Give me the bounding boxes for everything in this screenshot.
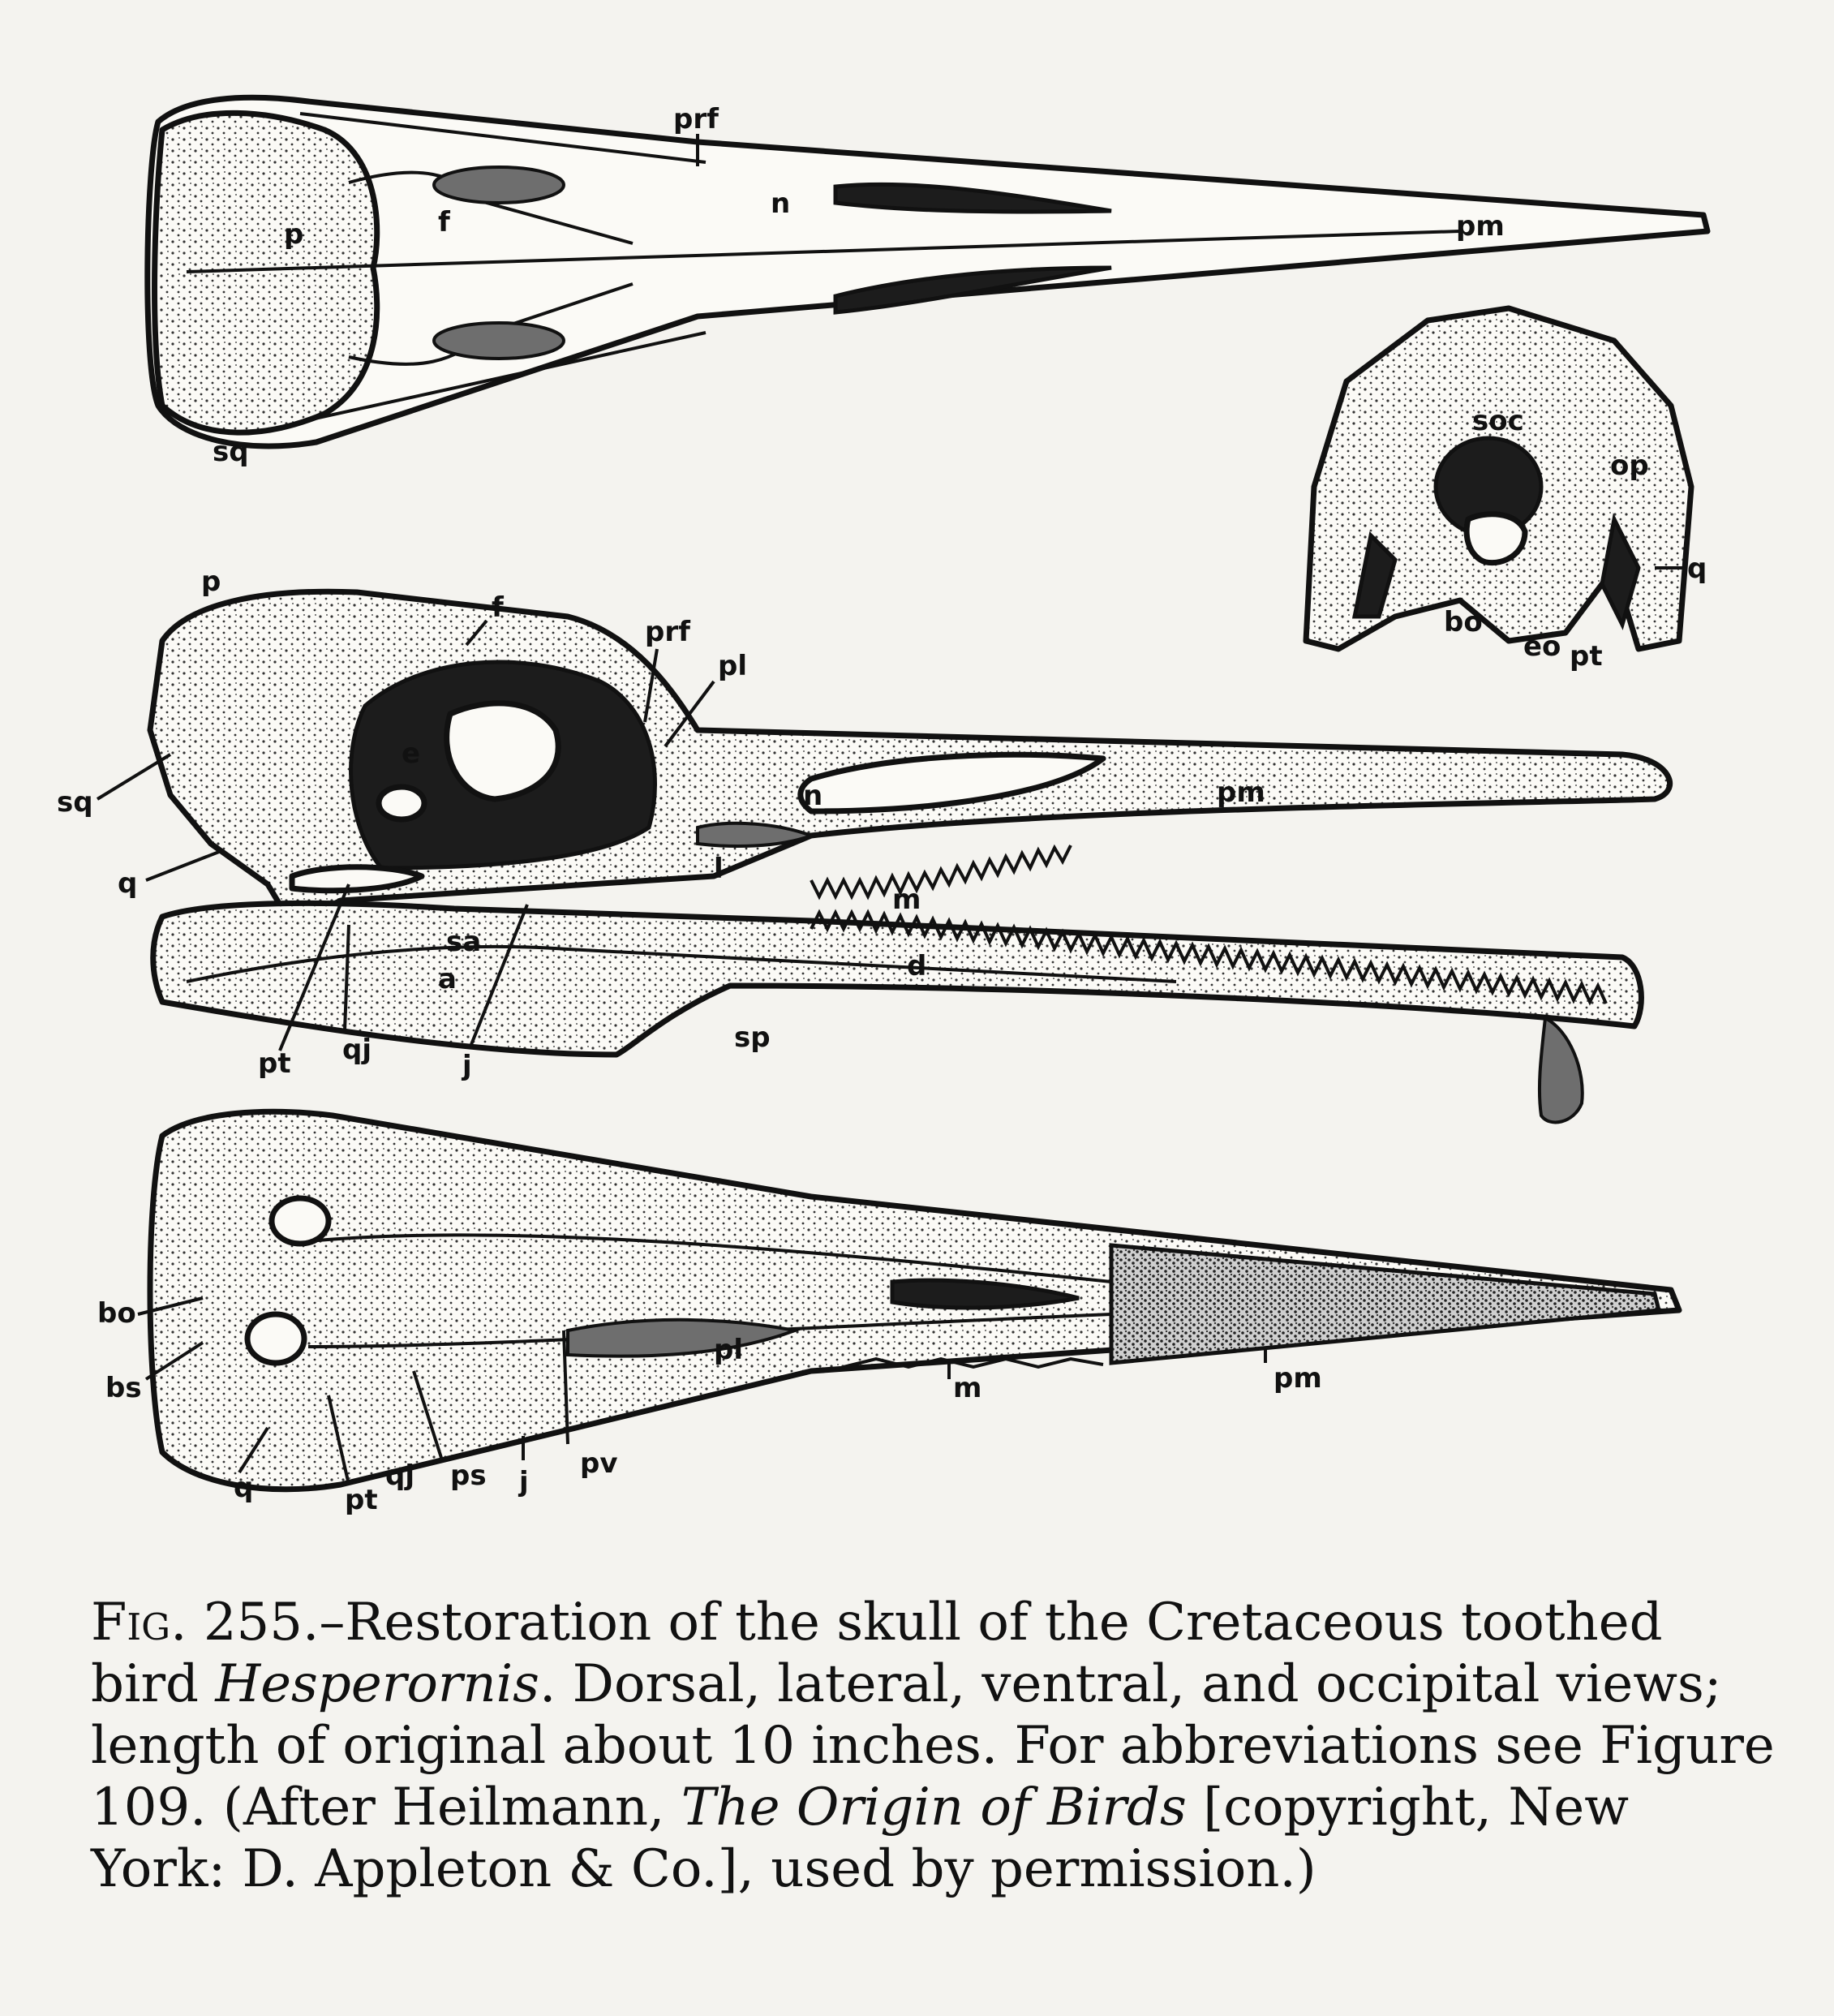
caption-line-2 — [91, 1653, 1729, 1715]
label-ventral-pt: pt — [345, 1484, 378, 1516]
label-occipital-pt: pt — [1570, 640, 1603, 673]
label-occipital-q: q — [1687, 552, 1707, 585]
label-ventral-bs: bs — [105, 1372, 142, 1404]
label-occipital-op: op — [1610, 449, 1649, 482]
figure-caption — [91, 1592, 1775, 1900]
label-lateral-qj: qj — [342, 1034, 372, 1066]
label-ventral-ps: ps — [450, 1459, 487, 1492]
label-ventral-m: m — [953, 1372, 982, 1404]
label-lateral-sq: sq — [57, 786, 93, 819]
label-lateral-sp: sp — [734, 1021, 771, 1054]
label-lateral-p: p — [201, 565, 221, 598]
lateral-view — [57, 565, 1670, 1122]
label-lateral-prf: prf — [645, 616, 690, 648]
caption-line-1-text: –Restoration of the skull of the Cretaceous toothed — [319, 1593, 1663, 1653]
label-lateral-n: n — [803, 780, 823, 812]
label-ventral-bo: bo — [97, 1297, 136, 1330]
label-lateral-l: l — [714, 853, 724, 885]
label-lateral-e: e — [402, 737, 421, 770]
label-lateral-pl: pl — [718, 650, 747, 682]
label-lateral-m: m — [892, 883, 921, 916]
label-ventral-pm: pm — [1273, 1362, 1322, 1395]
caption-line-4 — [91, 1777, 1729, 1838]
label-lateral-d: d — [907, 950, 927, 982]
caption-figure-number: Fig. 255. — [91, 1593, 320, 1653]
label-ventral-pl: pl — [714, 1334, 743, 1366]
caption-genus-name: Hesperornis — [215, 1654, 539, 1714]
caption-line-4-b: [copyright, New — [1186, 1777, 1629, 1838]
label-dorsal-pm: pm — [1456, 210, 1505, 243]
label-occipital-soc: soc — [1472, 405, 1524, 437]
occipital-view — [1306, 308, 1707, 673]
label-lateral-pm: pm — [1217, 776, 1265, 809]
caption-line-2-a: bird — [91, 1654, 216, 1714]
label-dorsal-n: n — [771, 187, 791, 220]
caption-line-3: length of original about 10 inches. For abbreviations see Figure — [91, 1716, 1775, 1776]
label-dorsal-f: f — [438, 206, 450, 239]
label-lateral-sa: sa — [446, 926, 482, 958]
label-ventral-pv: pv — [580, 1447, 618, 1480]
caption-book-title: The Origin of Birds — [681, 1777, 1187, 1838]
caption-line-1 — [91, 1592, 1729, 1653]
label-lateral-pt: pt — [258, 1047, 291, 1080]
label-ventral-q: q — [234, 1472, 254, 1504]
caption-line-4-a: 109. (After Heilmann, — [91, 1777, 681, 1838]
label-dorsal-sq: sq — [213, 436, 249, 468]
label-dorsal-prf: prf — [673, 103, 719, 135]
label-lateral-j: j — [462, 1050, 472, 1082]
label-lateral-f: f — [492, 591, 504, 624]
label-lateral-a: a — [438, 963, 457, 995]
label-ventral-qj: qj — [385, 1459, 414, 1492]
label-occipital-eo: eo — [1523, 630, 1561, 663]
ventral-view — [97, 1111, 1679, 1516]
caption-line-5: York: D. Appleton & Co.], used by permission.) — [91, 1839, 1316, 1899]
label-ventral-j: j — [519, 1466, 529, 1498]
caption-line-2-b: . Dorsal, lateral, ventral, and occipital views; — [539, 1654, 1722, 1714]
label-lateral-q: q — [118, 867, 138, 900]
label-dorsal-p: p — [284, 218, 304, 251]
label-occipital-bo: bo — [1444, 606, 1483, 638]
